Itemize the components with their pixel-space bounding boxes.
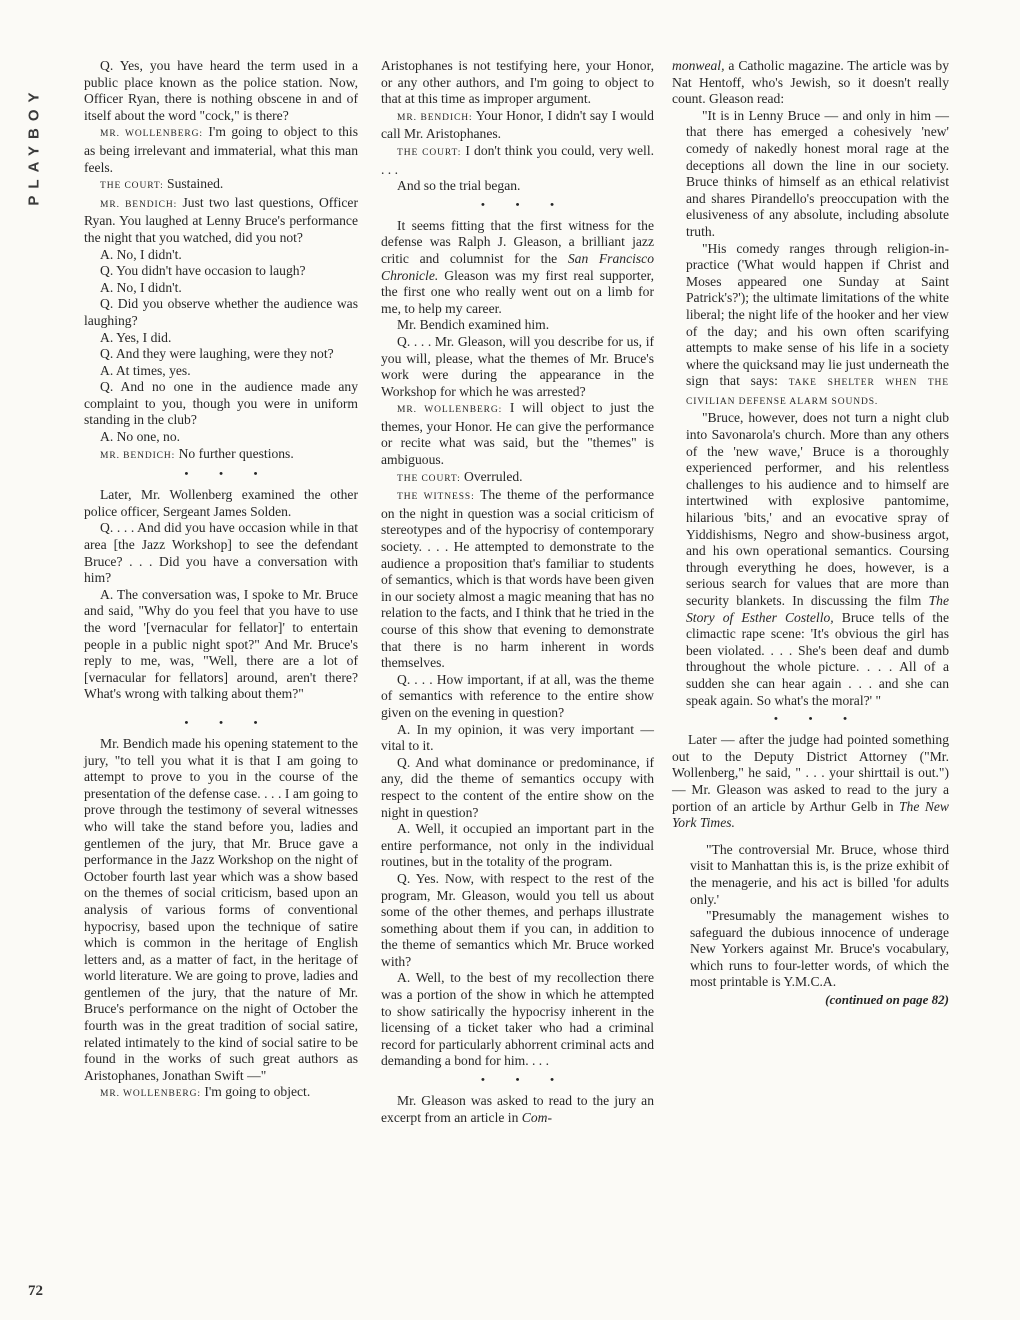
paragraph: MR. BENDICH: Your Honor, I didn't say I would call Mr. Aristophanes. xyxy=(381,107,654,142)
speaker: THE COURT: xyxy=(397,147,462,158)
paragraph: Q. And no one in the audience made any complaint to you, though you were in uniform standing in the club? xyxy=(84,379,358,428)
sign-text: TAKE SHELTER WHEN THE CIVILIAN DEFENSE ALARM SOUNDS. xyxy=(686,378,949,407)
speaker: MR. BENDICH: xyxy=(100,199,178,210)
paragraph: THE COURT: Sustained. xyxy=(100,176,224,192)
speaker: THE COURT: xyxy=(397,473,461,484)
page-number: 72 xyxy=(28,1283,43,1299)
paragraph: It seems fitting that the first witness for the defense was Ralph J. Gleason, a brilliant jazz critic and columnist for the San Francisco Chronicle. Gleason was my first real supporter, the first one who really went out on a limb for me, to help my career. xyxy=(381,217,654,316)
quote-paragraph: "His comedy ranges through religion-in-practice ('What would happen if Christ and Moses appeared one Sunday at Saint Patrick's?'); the ultimate limitations of the white liberal; the night life of the hooker and her view of the day; and his own often scarifying attempts to make sense of his life in a society where the quicksand may lie just underneath the sign that says: TAKE SHELTER WHEN THE CIVILIAN DEFENSE ALARM SOUNDS. xyxy=(686,240,949,407)
paragraph: Mr. Bendich examined him. xyxy=(397,317,550,333)
section-separator: • • • xyxy=(773,713,862,726)
paragraph: A. Well, to the best of my recollection there was a portion of the show in which he attempted to show satirically the hypocrisy inherent in the licensing of a ticket taker who had a criminal record for particularly abhorrent criminal acts and demanding a bond for him. . . . xyxy=(381,970,654,1069)
speaker: MR. BENDICH: xyxy=(100,450,176,461)
paragraph: Q. . . . And did you have occasion while in that area [the Jazz Workshop] to see the defendant Bruce? . . . Did you have a conversation with him? xyxy=(84,520,358,586)
paragraph: A. Yes, I did. xyxy=(100,329,172,345)
paragraph: A. No, I didn't. xyxy=(100,246,182,262)
block-quote xyxy=(672,842,949,991)
speaker: THE WITNESS: xyxy=(397,492,475,503)
quote-paragraph: "Presumably the management wishes to safeguard the dubious innocence of underage New Yorkers against Mr. Bruce's vocabulary, which runs to four-letter words, of which the most printable is Y.M.C.A. xyxy=(690,908,949,990)
paragraph: Q. Did you observe whether the audience was laughing? xyxy=(84,296,358,328)
section-separator: • • • xyxy=(480,1074,569,1087)
column-1 xyxy=(84,58,358,1103)
paragraph: Mr. Bendich made his opening statement to the jury, "to tell you what it is that I am going to attempt to prove to you in the course of the presentation of the defense case. . . . I am going to prove through the testimony of several witnesses who will take the stand before you, ladies and gentlemen of the jury, that Mr. Bruce gave a performance in the Jazz Workshop on the night of October fourth last year which was a show based on the themes of social criticism, based upon an analysis of various forms of conventional hypocrisy, based upon the technique of satire which is common in the heritage of English letters and, as a matter of fact, in the heritage of world literature. We are going to prove, ladies and gentlemen of the jury, that the nature of Mr. Bruce's performance on the night of October the fourth was in the great tradition of social satire, related intimately to the kind of social satire to be found in the works of such great authors as Aristophanes, Jonathan Swift —" xyxy=(84,735,358,1083)
paragraph: A. The conversation was, I spoke to Mr. Bruce and said, "Why do you feel that you have to use the word '[vernacular for fellator]' to entertain people in a public night spot?" And Mr. Bruce's reply to me, was, "Well, there are a lot of [vernacular for fellators] around, aren't there? What's wrong with talking about them?" xyxy=(84,586,358,702)
column-2 xyxy=(381,58,654,1126)
publication-title: The New York Times. xyxy=(672,798,949,831)
speaker: MR. WOLLENBERG: xyxy=(397,405,503,416)
continued-on-page: (continued on page 82) xyxy=(825,992,949,1008)
paragraph: Q. . . . Mr. Gleason, will you describe for us, if you will, please, what the themes of Mr. Bruce's work were during the appearance in the Workshop for which he was arrested? xyxy=(381,333,654,399)
speaker: MR. WOLLENBERG: xyxy=(100,129,203,140)
paragraph: MR. WOLLENBERG: I will object to just the themes, your Honor. He can give the performance or recite what was said, but the "themes" is ambiguous. xyxy=(381,400,654,468)
quote-paragraph: "The controversial Mr. Bruce, whose third visit to Manhattan this is, is the prize exhibit of the menagerie, and his act is billed 'for adults only.' xyxy=(690,841,949,907)
paragraph: A. No one, no. xyxy=(100,429,181,445)
paragraph: MR. WOLLENBERG: I'm going to object to this as being irrelevant and immaterial, what this man feels. xyxy=(84,124,358,175)
paragraph: Mr. Gleason was asked to read to the jury an excerpt from an article in Com- xyxy=(381,1093,654,1125)
paragraph: Later, Mr. Wollenberg examined the other police officer, Sergeant James Solden. xyxy=(84,487,358,519)
paragraph: A. In my opinion, it was very important — vital to it. xyxy=(381,721,654,754)
paragraph: THE COURT: Overruled. xyxy=(397,468,523,484)
paragraph: Later — after the judge had pointed something out to the Deputy District Attorney ("Mr. Wollenberg," he said, " . . . your shirttail is out.") — Mr. Gleason was asked to read to the jury a portion of an article by Arthur Gelb in The New York Times. xyxy=(672,732,949,831)
block-quote xyxy=(672,108,949,709)
section-separator: • • • xyxy=(480,198,569,211)
magazine-title-vertical: PLAYBOY xyxy=(25,84,43,206)
paragraph: A. At times, yes. xyxy=(100,362,191,378)
paragraph: Q. And they were laughing, were they not? xyxy=(100,346,334,362)
section-separator: • • • xyxy=(184,716,272,729)
speaker: THE COURT: xyxy=(100,181,164,192)
column-3 xyxy=(672,58,949,1009)
paragraph: THE COURT: I don't think you could, very well. . . . xyxy=(381,142,654,177)
paragraph: THE WITNESS: The theme of the performance on the night in question was a social criticism of stereotypes and of the hypocrisy of contemporary society. . . . He attempted to demonstrate to the audience a proposition that's familiar to students of semantics, which is that words have been given in our society almost a magic meaning that has no relation to the facts, and I think that he tried in the course of this show that evening to demonstrate that there is no harm inherent in words themselves. xyxy=(381,487,654,671)
film-title: The Story of Esther Costello, xyxy=(686,593,949,625)
paragraph: A. Well, it occupied an important part in the entire performance, not only in the individual routines, but in the totality of the program. xyxy=(381,821,654,870)
paragraph: Q. Yes, you have heard the term used in a public place known as the police station. Now, Officer Ryan, there is nothing obscene in and of itself about the word "cock," is there? xyxy=(84,58,358,123)
paragraph: Q. You didn't have occasion to laugh? xyxy=(100,263,306,279)
paragraph: And so the trial began. xyxy=(397,178,521,194)
speaker: MR. BENDICH: xyxy=(397,112,473,123)
paragraph: Q. . . . How important, if at all, was the theme of semantics with reference to the entire show given on the evening in question? xyxy=(381,671,654,720)
paragraph: Q. Yes. Now, with respect to the rest of the program, Mr. Gleason, would you tell us about some of the other themes, and perhaps illustrate something about them if you can, in addition to the theme of semantics which Mr. Bruce worked with? xyxy=(381,870,654,969)
paragraph: Aristophanes is not testifying here, your Honor, or any other authors, and I'm going to object to that at this time as improper argument. xyxy=(381,58,654,107)
paragraph: monweal, a Catholic magazine. The article was by Nat Hentoff, who's Jewish, so it doesn't really count. Gleason read: xyxy=(672,58,949,107)
quote-paragraph: "It is in Lenny Bruce — and only in him — that there has emerged a cohesively 'new' comedy of nakedly honest moral rage at the deceptions all down the line in our society. Bruce thinks of himself as an ethical relativist and shares Pirandello's preoccupation with the elusiveness of any absolute, including absolute truth. xyxy=(686,107,949,239)
paragraph: MR. BENDICH: No further questions. xyxy=(100,445,294,461)
paragraph: Q. And what dominance or predominance, if any, did the theme of semantics occupy with respect to the content of the entire show on the night in question? xyxy=(381,754,654,820)
paragraph: A. No, I didn't. xyxy=(100,279,182,295)
publication-title: San Francisco Chronicle. xyxy=(381,250,654,283)
paragraph: MR. WOLLENBERG: I'm going to object. xyxy=(100,1084,311,1100)
quote-paragraph: "Bruce, however, does not turn a night club into Savonarola's church. More than any others of the 'new wave,' Bruce is a thoroughly experienced performer, and his relentless challenges to his audience and to himself are intertwined with explosive pantomime, hilarious 'bits,' and an evocative spray of Yiddishisms, Negro and show-business argot, and his own operational semantics. Coursing through everything he does, however, is a serious search for values that are more than security blankets. In discussing the film The Story of Esther Costello, Bruce tells of the climactic rape scene: 'It's obvious the girl has been violated. . . . She's been deaf and dumb throughout the whole picture. . . . All of a sudden she can hear again . . . and she can speak again. So what's the moral?' " xyxy=(686,410,950,708)
publication-title: monweal, xyxy=(672,58,725,73)
section-separator: • • • xyxy=(184,468,272,481)
speaker: MR. WOLLENBERG: xyxy=(100,1089,201,1100)
publication-title: Com- xyxy=(521,1109,552,1125)
paragraph: MR. BENDICH: Just two last questions, Officer Ryan. You laughed at Lenny Bruce's performance the night that you watched, did you not? xyxy=(84,194,358,245)
